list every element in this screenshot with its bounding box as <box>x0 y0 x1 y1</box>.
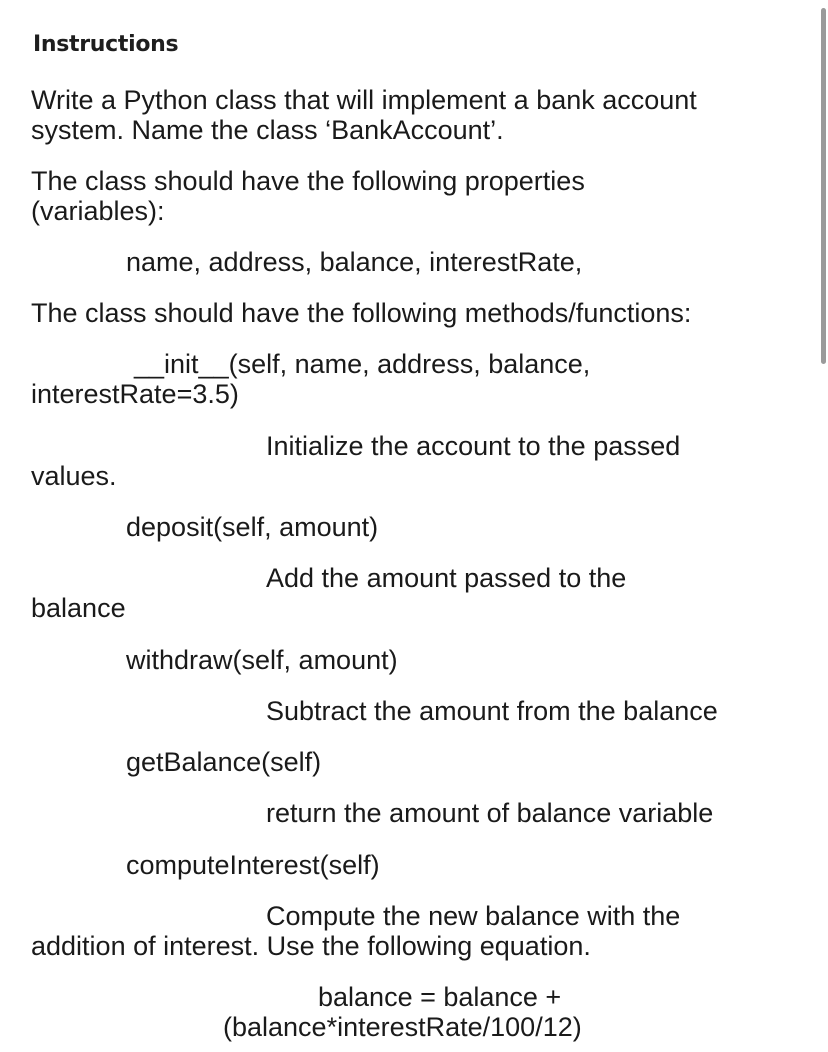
vertical-scrollbar[interactable] <box>820 0 828 1052</box>
init-signature-line-1: __init__(self, name, address, balance, <box>134 349 591 379</box>
getbalance-description: return the amount of balance variable <box>266 798 714 828</box>
init-description-line-1: Initialize the account to the passed <box>266 431 681 461</box>
deposit-signature: deposit(self, amount) <box>126 512 379 542</box>
withdraw-signature: withdraw(self, amount) <box>126 645 398 675</box>
deposit-description-line-1: Add the amount passed to the <box>266 563 627 593</box>
methods-intro: The class should have the following methods/functions: <box>31 298 692 328</box>
withdraw-description: Subtract the amount from the balance <box>266 696 718 726</box>
scrollbar-thumb[interactable] <box>821 8 826 364</box>
computeinterest-description-line-1: Compute the new balance with the <box>266 901 681 931</box>
properties-line-2: (variables): <box>31 196 165 226</box>
computeinterest-signature: computeInterest(self) <box>126 850 380 880</box>
init-description-line-2: values. <box>31 461 117 491</box>
intro-line-1: Write a Python class that will implement a bank account <box>31 85 697 115</box>
intro-line-2: system. Name the class ‘BankAccount’. <box>31 115 504 145</box>
equation-line-2: (balance*interestRate/100/12) <box>223 1012 582 1042</box>
init-signature-line-2: interestRate=3.5) <box>31 379 239 409</box>
equation-line-1: balance = balance + <box>318 982 562 1012</box>
getbalance-signature: getBalance(self) <box>126 747 322 777</box>
properties-list: name, address, balance, interestRate, <box>126 247 583 277</box>
page-title: Instructions <box>33 32 179 57</box>
deposit-description-line-2: balance <box>31 593 126 623</box>
properties-line-1: The class should have the following properties <box>31 166 585 196</box>
computeinterest-description-line-2: addition of interest. Use the following equation. <box>31 931 591 961</box>
